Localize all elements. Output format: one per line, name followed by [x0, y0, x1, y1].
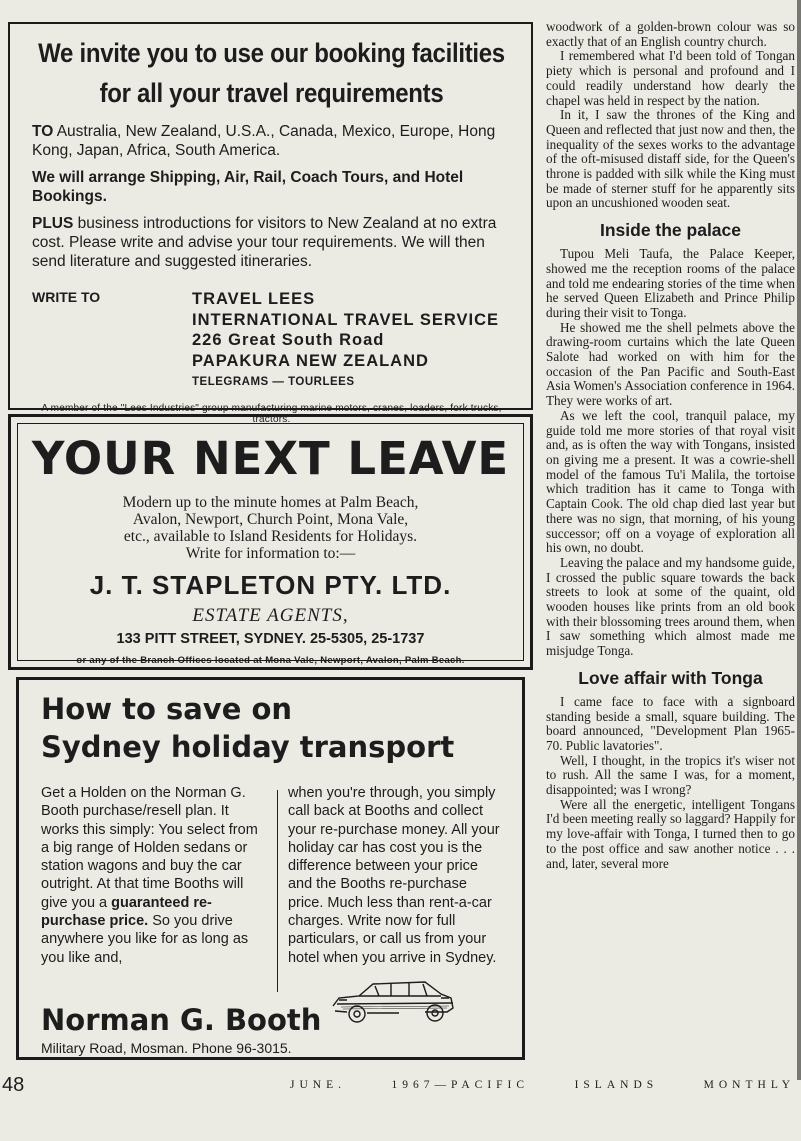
- travel-footnote: A member of the "Lees Industries" group manufacturing marine motors, cranes, loaders, fork trucks, tractors.: [41, 403, 502, 425]
- booth-heading-line1: How to save on: [41, 692, 293, 726]
- booth-column-1: [41, 784, 277, 994]
- subheading-love-affair: Love affair with Tonga: [578, 667, 763, 688]
- travel-destinations: [32, 122, 511, 160]
- plus-text: business introductions for visitors to New Zealand at no extra cost. Please write and advise your tour requirements. We will then send literature and suggested itineraries.: [32, 215, 497, 270]
- branch-offices: or any of the Branch Offices located at Mona Vale, Newport, Avalon, Palm Beach.: [76, 655, 465, 666]
- article-paragraph: Were all the energetic, intelligent Tongans I'd been meeting really so laggard? Happily for my love-affair with Tonga, I turned then to go to the post office and saw another notice . . . and, later, several more: [546, 796, 795, 871]
- next-leave-headline: YOUR NEXT LEAVE: [31, 432, 510, 485]
- company-name: J. T. STAPLETON PTY. LTD.: [89, 570, 452, 600]
- running-footer: [290, 1079, 795, 1091]
- article-paragraph: Tupou Meli Taufa, the Palace Keeper, showed me the reception rooms of the palace and told me endearing stories of the time when he served Queen Elizabeth and Prince Philip during their visit to Tonga.: [546, 246, 795, 320]
- address-line-2: INTERNATIONAL TRAVEL SERVICE: [192, 310, 500, 329]
- estate-agents: ESTATE AGENTS,: [192, 605, 349, 626]
- travel-address: [192, 289, 499, 393]
- travel-plus: [32, 214, 511, 271]
- travel-lees-advert: [8, 22, 533, 425]
- article-paragraph: I came face to face with a signboard standing beside a small, square building. The board announced, "Development Plan 1965-70. Public lavatories".: [546, 693, 795, 753]
- article-column: [546, 20, 795, 871]
- article-paragraph: In it, I saw the thrones of the King and Queen and reflected that just now and then, the inequality of the sexes works to the advantage of the oft-misused distaff side, for the Queen's throne is padded with silk while the King must be made of sterner stuff for he apparently sits upon an uncushioned wooden seat.: [546, 107, 795, 211]
- article-paragraph: Well, I thought, in the tropics it's wiser not to rush. All the same I was, for a moment, disappointed; was I wrong?: [546, 752, 795, 798]
- article-paragraph: He showed me the shell pelmets above the drawing-room curtains which the late Queen Salote had worked on with him for the occasion of the Pan Pacific and South-East Asia Women's Association conference in 1964. They were works of art.: [546, 319, 795, 409]
- company-address: 133 PITT STREET, SYDNEY. 25-5305, 25-1737: [116, 631, 425, 647]
- booth-column-2: when you're through, you simply call back at Booths and collect your re-purchase money. All your holiday car has cost you is the difference between your price and the Booths re-purchase price. Much less than rent-a-car charges. Write now for full particulars, or call us from your hotel when you arrive in Sydney.: [287, 785, 500, 966]
- article-paragraph: Leaving the palace and my handsome guide, I crossed the public square towards the back streets to look at some of the quaint, old wooden houses like prints from an old book with their blossoming trees around them, when I saw something which almost made me misjudge Tonga.: [546, 554, 795, 659]
- footer-monthly: MONTHLY: [703, 1079, 795, 1091]
- next-leave-body: Modern up to the minute homes at Palm Beach, Avalon, Newport, Church Point, Mona Vale, etc., available to Island Residents for Holidays. Write for information to:—: [122, 494, 419, 562]
- booth-col1-bold: guaranteed re-purchase price.: [41, 894, 212, 930]
- telegrams: TELEGRAMS — TOURLEES: [192, 376, 355, 388]
- plus-label: PLUS: [32, 215, 74, 232]
- write-to-block: [32, 289, 511, 393]
- car-illustration-icon: [329, 976, 457, 1028]
- travel-heading-line1: We invite you to use our booking facilities: [38, 38, 505, 69]
- travel-arrange: We will arrange Shipping, Air, Rail, Coach Tours, and Hotel Bookings.: [32, 169, 464, 205]
- booth-col1-text-end: So you drive anywhere you like for as long as you like and,: [41, 913, 249, 966]
- article-paragraph: As we left the cool, tranquil palace, my guide told me more stories of that royal visit and, as is often the way with Tongans, insisted on giving me a present. It was a cowrie-shell model of the famous Tu'i Malila, the tortoise which tradition has it came to Tonga with Captain Cook. The old chap died last year but there was no sign, that morning, of his young successor; off on a voyage of exploration all his own, no doubt.: [546, 407, 795, 556]
- booth-columns: [41, 784, 504, 994]
- booth-name: Norman G. Booth: [41, 1003, 322, 1037]
- article-paragraph: woodwork of a golden-brown colour was so exactly that of an English country church.: [546, 19, 795, 49]
- footer-year-pacific: 1967—PACIFIC: [391, 1079, 530, 1091]
- travel-heading-line2: for all your travel requirements: [99, 78, 444, 109]
- booth-col1-text: Get a Holden on the Norman G. Booth purchase/resell plan. It works this simply: You select from a big range of Holden sedans or station wagons and buy the car outright. At that time Booths will give you a: [41, 785, 258, 911]
- article-paragraph: I remembered what I'd been told of Tongan piety which is personal and profound and I could readily understand how dearly the chapel was held in respect by the nation.: [546, 48, 795, 108]
- address-line-4: PAPAKURA NEW ZEALAND: [192, 351, 429, 370]
- norman-booth-advert: [16, 677, 525, 1060]
- next-leave-advert: [8, 414, 533, 670]
- footer-month: JUNE.: [290, 1079, 346, 1091]
- address-line-3: 226 Great South Road: [192, 331, 385, 349]
- to-label: TO: [32, 123, 54, 140]
- next-leave-inner-frame: [17, 423, 524, 666]
- booth-heading-line2: Sydney holiday transport: [41, 730, 455, 764]
- page-edge-shadow: [797, 0, 801, 1080]
- address-line-1: TRAVEL LEES: [192, 290, 316, 308]
- footer-islands: ISLANDS: [574, 1079, 659, 1091]
- subheading-inside-palace: Inside the palace: [599, 220, 742, 241]
- write-to-label: WRITE TO: [32, 289, 101, 305]
- booth-street: Military Road, Mosman. Phone 96-3015.: [41, 1040, 292, 1056]
- page-number: 48: [2, 1074, 25, 1096]
- to-text: Australia, New Zealand, U.S.A., Canada, Mexico, Europe, Hong Kong, Japan, Africa, South America.: [32, 123, 496, 159]
